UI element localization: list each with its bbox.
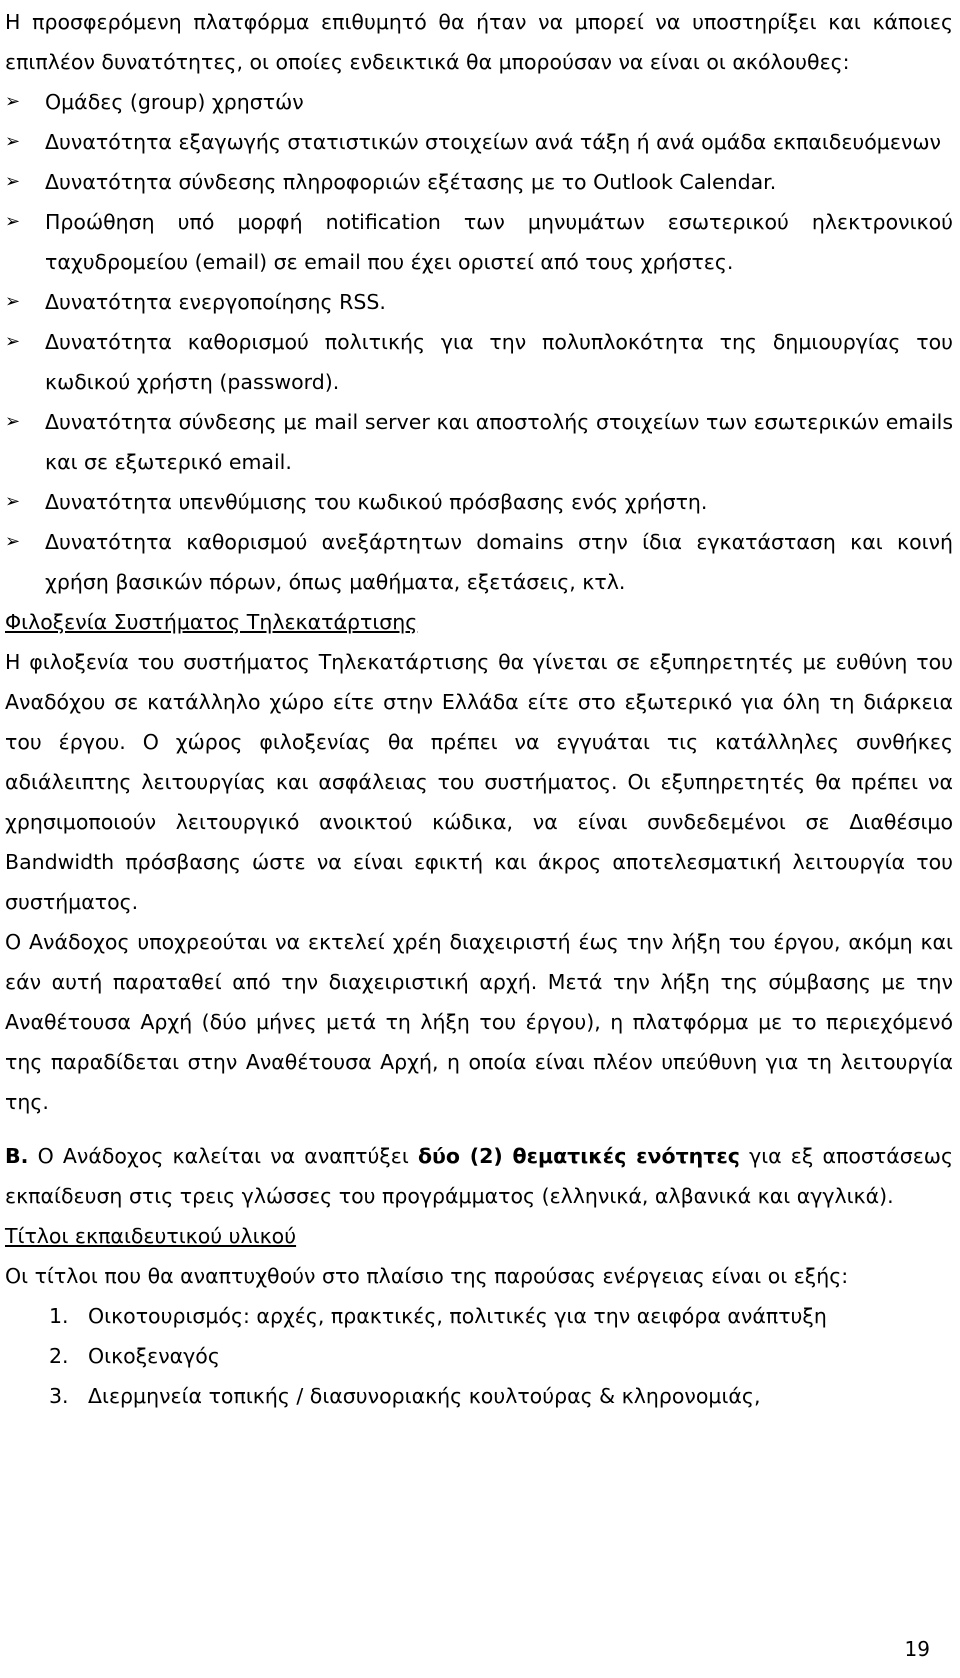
titles-heading: Τίτλοι εκπαιδευτικού υλικού	[5, 1224, 297, 1248]
list-item: ➢ Δυνατότητα υπενθύμισης του κωδικού πρόσβασης ενός χρήστη.	[5, 482, 953, 522]
item-number: 1.	[49, 1304, 69, 1328]
item-number: 3.	[49, 1384, 69, 1408]
list-item: 3. Διερμηνεία τοπικής / διασυνοριακής κουλτούρας & κληρονομιάς,	[5, 1376, 953, 1416]
section-b-paragraph: Β. Ο Ανάδοχος καλείται να αναπτύξει δύο (2) θεματικές ενότητες για εξ αποστάσεως εκπαίδευση στις τρεις γλώσσες του προγράμματος (ελληνικά, αλβανικά και αγγλικά).	[5, 1144, 953, 1208]
spacer	[5, 1122, 953, 1136]
arrow-bullet-icon: ➢	[5, 131, 21, 152]
list-item: ➢ Δυνατότητα σύνδεσης με mail server και αποστολής στοιχείων των εσωτερικών emails και σε εξωτερικό email.	[5, 402, 953, 482]
titles-list	[5, 1296, 953, 1416]
list-item: ➢ Δυνατότητα σύνδεσης πληροφοριών εξέτασης με το Outlook Calendar.	[5, 162, 953, 202]
section-b-bold-text: δύο (2) θεματικές ενότητες	[417, 1144, 740, 1168]
arrow-bullet-icon: ➢	[5, 531, 21, 552]
list-item: ➢ Δυνατότητα καθορισμού ανεξάρτητων domains στην ίδια εγκατάσταση και κοινή χρήση βασικών πόρων, όπως μαθήματα, εξετάσεις, κτλ.	[5, 522, 953, 602]
list-item: 1. Οικοτουρισμός: αρχές, πρακτικές, πολιτικές για την αειφόρα ανάπτυξη	[5, 1296, 953, 1336]
arrow-bullet-icon: ➢	[5, 211, 21, 232]
section-b-label: Β.	[5, 1144, 29, 1168]
arrow-bullet-icon: ➢	[5, 91, 21, 112]
list-item: ➢ Δυνατότητα εξαγωγής στατιστικών στοιχείων ανά τάξη ή ανά ομάδα εκπαιδευόμενων	[5, 122, 953, 162]
arrow-bullet-icon: ➢	[5, 411, 21, 432]
list-item: ➢ Δυνατότητα καθορισμού πολιτικής για την πολυπλοκότητα της δημιουργίας του κωδικού χρήστη (password).	[5, 322, 953, 402]
document-page	[5, 2, 953, 1416]
arrow-bullet-icon: ➢	[5, 291, 21, 312]
features-list	[5, 82, 953, 602]
intro-paragraph: Η προσφερόμενη πλατφόρμα επιθυμητό θα ήταν να μπορεί να υποστηρίξει και κάποιες επιπλέον δυνατότητες, οι οποίες ενδεικτικά θα μπορούσαν να είναι οι ακόλουθες:	[5, 10, 953, 74]
titles-intro: Οι τίτλοι που θα αναπτυχθούν στο πλαίσιο της παρούσας ενέργειας είναι οι εξής:	[5, 1264, 849, 1288]
list-item: ➢ Δυνατότητα ενεργοποίησης RSS.	[5, 282, 953, 322]
page-number: 19	[904, 1637, 930, 1661]
arrow-bullet-icon: ➢	[5, 331, 21, 352]
item-number: 2.	[49, 1344, 69, 1368]
arrow-bullet-icon: ➢	[5, 491, 21, 512]
list-item: ➢ Ομάδες (group) χρηστών	[5, 82, 953, 122]
list-item: 2. Οικοξεναγός	[5, 1336, 953, 1376]
list-item: ➢ Προώθηση υπό μορφή notification των μηνυμάτων εσωτερικού ηλεκτρονικού ταχυδρομείου (email) σε email που έχει οριστεί από τους χρήστες.	[5, 202, 953, 282]
arrow-bullet-icon: ➢	[5, 171, 21, 192]
hosting-heading: Φιλοξενία Συστήματος Τηλεκατάρτισης	[5, 610, 418, 634]
hosting-paragraph-1: Η φιλοξενία του συστήματος Τηλεκατάρτισης θα γίνεται σε εξυπηρετητές με ευθύνη του Αναδόχου σε κατάλληλο χώρο είτε στην Ελλάδα είτε στο εξωτερικό για όλη τη διάρκεια του έργου. Ο χώρος φιλοξενίας θα πρέπει να εγγυάται τις κατάλληλες συνθήκες αδιάλειπτης λειτουργίας και ασφάλειας του συστήματος. Οι εξυπηρετητές θα πρέπει να χρησιμοποιούν λειτουργικό ανοικτού κώδικα, να είναι συνδεδεμένοι σε Διαθέσιμο Bandwidth πρόσβασης ώστε να είναι εφικτή και άκρος αποτελεσματική λειτουργία του συστήματος.	[5, 650, 953, 914]
hosting-paragraph-2: Ο Ανάδοχος υποχρεούται να εκτελεί χρέη διαχειριστή έως την λήξη του έργου, ακόμη και εάν αυτή παραταθεί από την διαχειριστική αρχή. Μετά την λήξη της σύμβασης με την Αναθέτουσα Αρχή (δύο μήνες μετά τη λήξη του έργου), η πλατφόρμα με το περιεχόμενό της παραδίδεται στην Αναθέτουσα Αρχή, η οποία είναι πλέον υπεύθυνη για τη λειτουργία της.	[5, 930, 953, 1114]
